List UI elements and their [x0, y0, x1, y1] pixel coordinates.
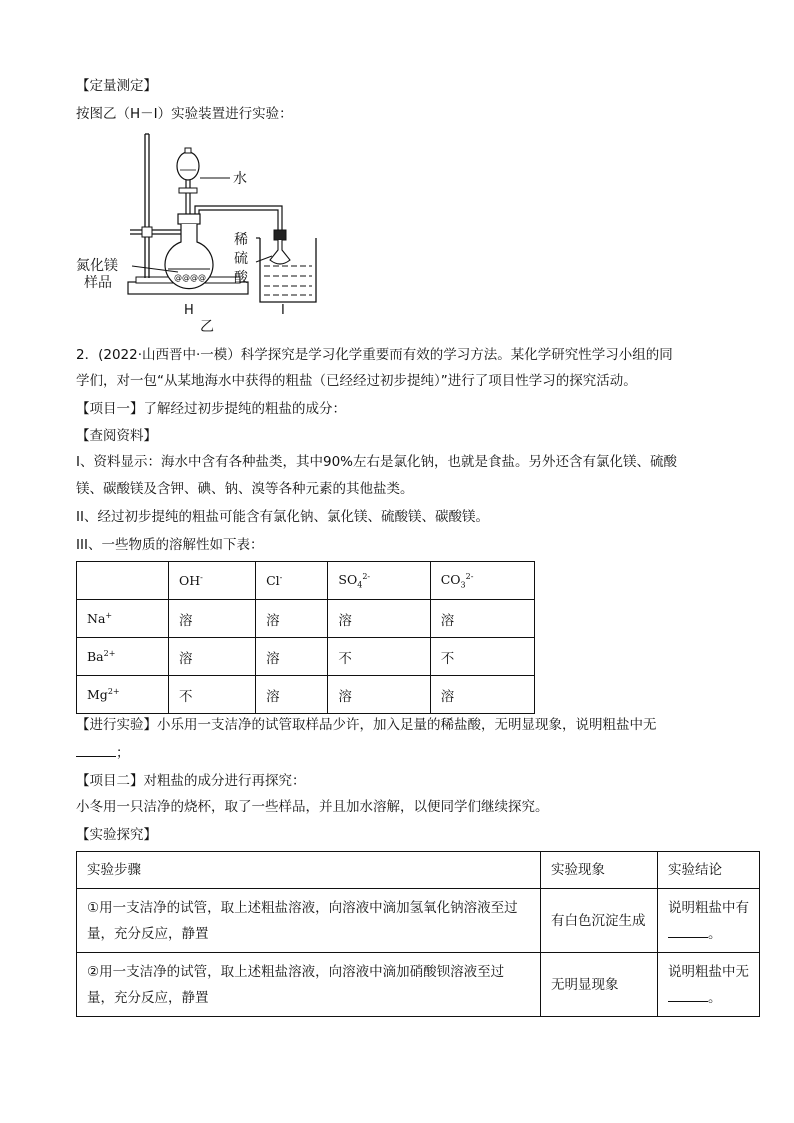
conclusion-text: 说明粗盐中无 [668, 963, 749, 980]
table-cell: 溶 [328, 676, 430, 714]
project-2-text: 小冬用一只洁净的烧杯，取了一些样品，并且加水溶解，以便同学们继续探究。 [76, 799, 549, 815]
question-2-line-1: 2．(2022·山西晋中·一模）科学探究是学习化学重要而有效的学习方法。某化学研究性学习小组的同 [76, 347, 673, 363]
ref-1-line-1: I、资料显示：海水中含有各种盐类，其中90%左右是氯化钠，也就是食盐。另外还含有氯化镁、硫酸 [76, 454, 677, 470]
ref-2: II、经过初步提纯的粗盐可能含有氯化钠、氯化镁、硫酸镁、碳酸镁。 [76, 509, 489, 525]
step-line-1: ②用一支洁净的试管，取上述粗盐溶液，向溶液中滴加硝酸钡溶液至过 [87, 963, 505, 980]
label-I: I [281, 303, 285, 318]
step-line-2: 量，充分反应，静置 [87, 925, 209, 942]
refs-heading: 【查阅资料】 [76, 428, 157, 444]
phenomenon-cell: 有白色沉淀生成 [541, 889, 658, 953]
table-cell: 溶 [430, 600, 534, 638]
table-cell: 溶 [169, 638, 256, 676]
table-cell: 不 [169, 676, 256, 714]
table-row: ①用一支洁净的试管，取上述粗盐溶液，向溶液中滴加氢氧化钠溶液至过 量，充分反应，静置 有白色沉淀生成 说明粗盐中有 。 [77, 889, 760, 953]
anion-cl: Cl- [256, 562, 328, 600]
table-header-row [77, 562, 535, 600]
header-conclusion: 实验结论 [658, 852, 760, 889]
section-heading-quant: 【定量测定】 [76, 78, 157, 94]
solubility-table [76, 561, 535, 714]
table-header-row [77, 852, 760, 889]
label-acid-2: 硫 [234, 251, 248, 267]
explore-heading: 【实验探究】 [76, 827, 157, 843]
cation-mg: $Mg^{2+}$ [77, 676, 169, 714]
table-cell: 不 [328, 638, 430, 676]
label-acid-1: 稀 [234, 232, 248, 248]
anion-co3: $CO_3^{2-}$ [430, 562, 534, 600]
table-cell: 溶 [169, 600, 256, 638]
figure-caption: 乙 [200, 319, 214, 335]
label-sample-1: 氮化镁 [76, 258, 118, 274]
apparatus-figure [70, 126, 370, 336]
question-2-line-2: 学们，对一包“从某地海水中获得的粗盐（已经经过初步提纯）”进行了项目性学习的探究活动。 [76, 373, 637, 389]
label-sample-2: 样品 [84, 275, 112, 291]
quant-instruction: 按图乙（H－I）实验装置进行实验： [76, 106, 293, 122]
table-cell: 溶 [430, 676, 534, 714]
answer-blank[interactable] [668, 923, 708, 938]
table-cell: 溶 [256, 676, 328, 714]
label-water: 水 [233, 171, 247, 187]
project-2-heading: 【项目二】对粗盐的成分进行再探究： [76, 773, 306, 789]
answer-blank[interactable] [76, 742, 116, 757]
label-acid-3: 酸 [234, 270, 248, 286]
svg-text:@@@@: @@@@ [174, 273, 206, 282]
table-row [77, 638, 535, 676]
table-row [77, 676, 535, 714]
anion-so4: $SO_4^{2-}$ [328, 562, 430, 600]
ref-1-line-2: 镁、碳酸镁及含钾、碘、钠、溴等各种元素的其他盐类。 [76, 481, 414, 497]
table-cell: 溶 [256, 638, 328, 676]
header-phenomenon: 实验现象 [541, 852, 658, 889]
table-cell: 不 [430, 638, 534, 676]
answer-blank[interactable] [668, 987, 708, 1002]
experiment-table [76, 851, 760, 1017]
cation-ba: $Ba^{2+}$ [77, 638, 169, 676]
conclusion-text: 说明粗盐中有 [668, 899, 749, 916]
table-row: ②用一支洁净的试管，取上述粗盐溶液，向溶液中滴加硝酸钡溶液至过 量，充分反应，静置 无明显现象 说明粗盐中无 。 [77, 953, 760, 1017]
experiment-text-line-2: ； [76, 742, 130, 763]
table-row [77, 600, 535, 638]
experiment-text-line-1: 【进行实验】小乐用一支洁净的试管取样品少许，加入足量的稀盐酸，无明显现象，说明粗盐中无 [76, 717, 657, 733]
cation-na: Na+ [77, 600, 169, 638]
table-cell: 溶 [328, 600, 430, 638]
anion-oh: OH- [169, 562, 256, 600]
header-steps: 实验步骤 [77, 852, 541, 889]
step-line-1: ①用一支洁净的试管，取上述粗盐溶液，向溶液中滴加氢氧化钠溶液至过 [87, 899, 518, 916]
phenomenon-cell: 无明显现象 [541, 953, 658, 1017]
ref-3: III、一些物质的溶解性如下表： [76, 537, 264, 553]
step-line-2: 量，充分反应，静置 [87, 989, 209, 1006]
label-H: H [184, 303, 194, 318]
project-1-heading: 【项目一】了解经过初步提纯的粗盐的成分： [76, 401, 346, 417]
table-cell: 溶 [256, 600, 328, 638]
